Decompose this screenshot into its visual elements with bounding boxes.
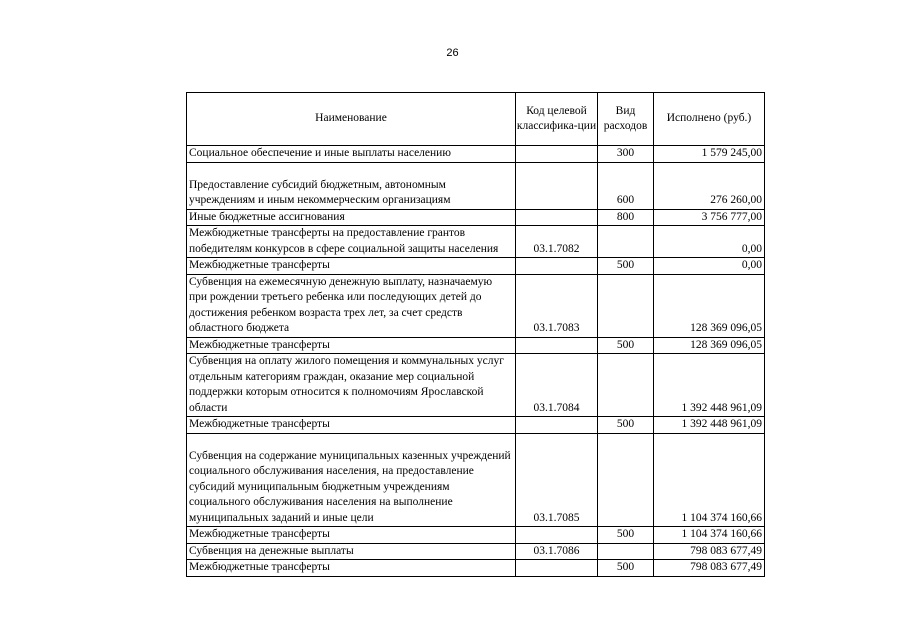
row-name: Субвенция на оплату жилого помещения и коммунальных услуг отдельным категориям граждан, оказание мер социальной поддержки которым относится к полномочиям Ярославской области [187, 354, 516, 417]
row-executed: 798 083 677,49 [654, 543, 765, 560]
row-code [516, 146, 598, 163]
row-kind: 800 [598, 209, 654, 226]
header-code: Код целевой классифика-ции [516, 93, 598, 146]
budget-table [186, 92, 765, 577]
table-row [187, 543, 765, 560]
row-kind: 300 [598, 146, 654, 163]
row-name: Субвенция на содержание муниципальных казенных учреждений социального обслуживания населения, на предоставление субсидий муниципальным бюджетным учреждениям социального обслуживания населения на выполнение муниципальных заданий и иные цели [187, 433, 516, 527]
row-executed: 1 104 374 160,66 [654, 527, 765, 544]
table-row [187, 337, 765, 354]
row-code: 03.1.7083 [516, 274, 598, 337]
row-name: Субвенция на ежемесячную денежную выплату, назначаемую при рождении третьего ребенка или последующих детей до достижения ребенком возраста трех лет, за счет средств областного бюджета [187, 274, 516, 337]
row-code [516, 527, 598, 544]
header-name: Наименование [187, 93, 516, 146]
row-kind: 500 [598, 258, 654, 275]
table-row [187, 417, 765, 434]
row-executed: 276 260,00 [654, 162, 765, 209]
row-code [516, 337, 598, 354]
row-executed: 128 369 096,05 [654, 337, 765, 354]
table-row [187, 258, 765, 275]
table-row [187, 560, 765, 577]
row-executed: 1 392 448 961,09 [654, 417, 765, 434]
row-name: Межбюджетные трансферты [187, 258, 516, 275]
row-kind [598, 226, 654, 258]
header-executed: Исполнено (руб.) [654, 93, 765, 146]
row-executed: 1 392 448 961,09 [654, 354, 765, 417]
row-executed: 1 579 245,00 [654, 146, 765, 163]
row-executed: 0,00 [654, 258, 765, 275]
row-code [516, 162, 598, 209]
row-executed: 0,00 [654, 226, 765, 258]
row-kind: 500 [598, 417, 654, 434]
row-code: 03.1.7085 [516, 433, 598, 527]
row-name: Социальное обеспечение и иные выплаты населению [187, 146, 516, 163]
row-executed: 798 083 677,49 [654, 560, 765, 577]
row-executed: 1 104 374 160,66 [654, 433, 765, 527]
row-code [516, 209, 598, 226]
row-name: Субвенция на денежные выплаты [187, 543, 516, 560]
row-executed: 128 369 096,05 [654, 274, 765, 337]
row-kind: 600 [598, 162, 654, 209]
table-header-row [187, 93, 765, 146]
table-row [187, 209, 765, 226]
row-kind [598, 433, 654, 527]
row-code: 03.1.7086 [516, 543, 598, 560]
table-row [187, 527, 765, 544]
row-kind [598, 543, 654, 560]
table-row [187, 274, 765, 337]
row-code [516, 258, 598, 275]
row-name: Межбюджетные трансферты [187, 560, 516, 577]
table-row [187, 354, 765, 417]
row-kind: 500 [598, 527, 654, 544]
row-executed: 3 756 777,00 [654, 209, 765, 226]
header-kind: Вид расходов [598, 93, 654, 146]
row-name: Межбюджетные трансферты [187, 417, 516, 434]
row-code: 03.1.7082 [516, 226, 598, 258]
row-code [516, 560, 598, 577]
page-number: 26 [446, 47, 459, 59]
table-row [187, 162, 765, 209]
row-name: Иные бюджетные ассигнования [187, 209, 516, 226]
table-row [187, 433, 765, 527]
row-kind: 500 [598, 337, 654, 354]
row-kind [598, 354, 654, 417]
row-kind: 500 [598, 560, 654, 577]
row-name: Предоставление субсидий бюджетным, автономным учреждениям и иным некоммерческим организациям [187, 162, 516, 209]
row-code [516, 417, 598, 434]
row-kind [598, 274, 654, 337]
table-row [187, 226, 765, 258]
row-name: Межбюджетные трансферты [187, 337, 516, 354]
row-code: 03.1.7084 [516, 354, 598, 417]
row-name: Межбюджетные трансферты на предоставление грантов победителям конкурсов в сфере социальной защиты населения [187, 226, 516, 258]
row-name: Межбюджетные трансферты [187, 527, 516, 544]
table-row [187, 146, 765, 163]
